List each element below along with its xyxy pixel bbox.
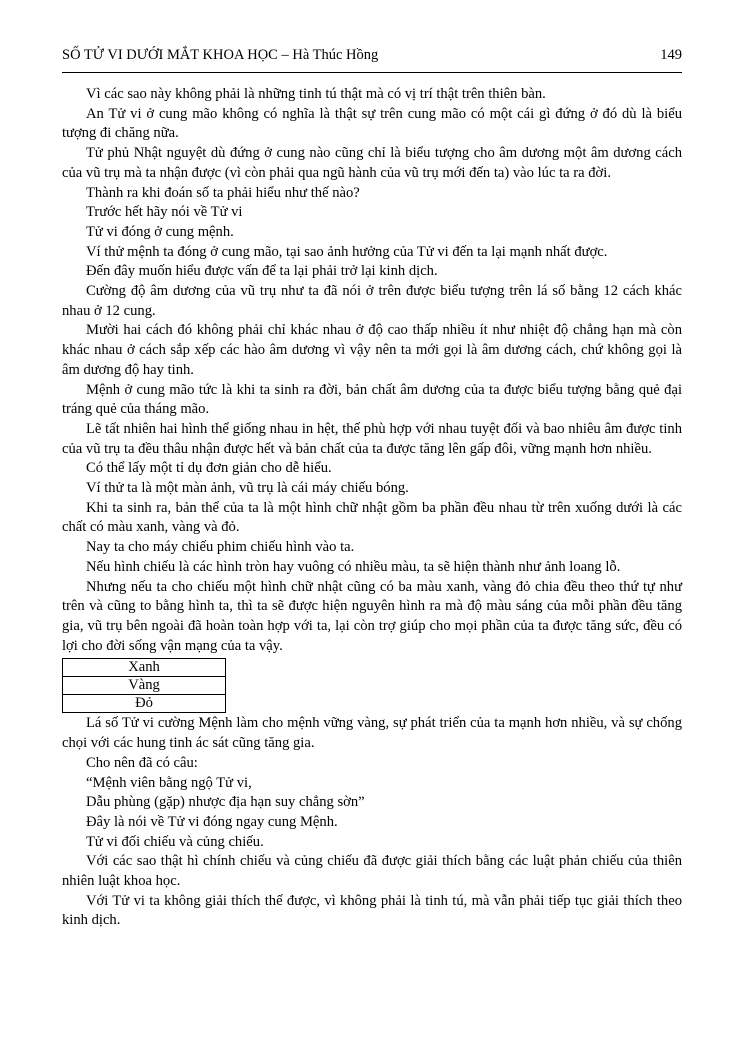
paragraph: Tử vi đối chiếu và củng chiếu. [86,833,264,850]
page-body [62,85,682,931]
page-number: 149 [660,47,682,63]
table-row [63,659,226,677]
color-table [62,658,226,713]
paragraph: Với các sao thật hì chính chiếu và củng chiếu đã được giải thích bằng các luật phản chiếu của thiên nhiên luật khoa học. [62,853,682,890]
poem-line: Dẫu phùng (gặp) nhược địa hạn suy chẳng sờn” [86,794,365,811]
table-row [63,677,226,695]
paragraph: Nhưng nếu ta cho chiếu một hình chữ nhật cũng có ba màu xanh, vàng đỏ chia đều theo thứ tự như trên và cũng to bằng hình ta, thì ta sẽ được hiện nguyên hình ra mà độ màu sáng của mỗi phần đều tăng gia, vũ trụ bên ngoài đã hoàn toàn hợp với ta, lại còn trợ giúp cho mọi phần của ta được tăng sức, đều có lợi cho đời sống vận mạng của ta vậy. [62,578,682,654]
poem-line: “Mệnh viên bằng ngộ Tử vi, [86,774,252,791]
paragraph: Đây là nói về Tử vi đóng ngay cung Mệnh. [86,813,338,830]
paragraph: Có thể lấy một tỉ dụ đơn giản cho dễ hiểu. [86,460,332,477]
table-cell-do: Đỏ [63,695,226,713]
paragraph: Ví thử ta là một màn ảnh, vũ trụ là cái máy chiếu bóng. [86,480,409,497]
paragraph: An Tử vi ở cung mão không có nghĩa là thật sự trên cung mão có một cái gì đứng ở đó dù là biểu tượng đi chăng nữa. [62,105,682,142]
table-row [63,695,226,713]
paragraph: Vì các sao này không phải là những tinh tú thật mà có vị trí thật trên thiên bàn. [86,86,546,102]
paragraph: Tử vi đóng ở cung mệnh. [86,223,234,240]
paragraph: Với Tử vi ta không giải thích thế được, vì không phải là tinh tú, mà vẫn phải tiếp tục giải thích theo kinh dịch. [62,892,682,929]
paragraph: Trước hết hãy nói về Tử vi [86,204,243,221]
paragraph: Tử phủ Nhật nguyệt dù đứng ở cung nào cũng chỉ là biểu tượng cho âm dương một âm dương cách của vũ trụ mà ta nhận được (vì còn phải qua ngũ hành của vũ trụ mới đến ta) vào lúc ta ra đời. [62,145,682,181]
paragraph: Lá số Tử vi cường Mệnh làm cho mệnh vững vàng, sự phát triển của ta mạnh hơn nhiều, và sự chống chọi với các hung tinh ác sát cũng tăng gia. [62,715,682,752]
header-rule [62,72,682,73]
running-title: SỐ TỬ VI DƯỚI MẮT KHOA HỌC – Hà Thúc Hồng [62,47,379,63]
page-header [62,47,682,67]
paragraph: Cường độ âm dương của vũ trụ như ta đã nói ở trên được biểu tượng trên lá số bằng 12 cách khác nhau ở 12 cung. [62,283,682,319]
paragraph: Khi ta sinh ra, bản thể của ta là một hình chữ nhật gồm ba phần đều nhau từ trên xuống dưới là các chất có màu xanh, vàng và đỏ. [62,499,682,536]
paragraph: Ví thử mệnh ta đóng ở cung mão, tại sao ảnh hưởng của Tử vi đến ta lại mạnh nhất được. [86,243,608,260]
table-cell-xanh: Xanh [63,659,226,677]
paragraph: Mười hai cách đó không phải chỉ khác nhau ở độ cao thấp nhiều ít như nhiệt độ chẳng hạn mà còn khác nhau ở cách sắp xếp các hào âm dương vì vậy nên ta mới gọi là âm dương cách, chứ không gọi là âm dương độ hay tinh. [62,322,682,378]
paragraph: Nay ta cho máy chiếu phim chiếu hình vào ta. [86,539,355,556]
paragraph: Nếu hình chiếu là các hình tròn hay vuông có nhiều màu, ta sẽ hiện thành như ảnh loang lỗ. [86,558,621,575]
table-cell-vang: Vàng [63,677,226,695]
paragraph: Mệnh ở cung mão tức là khi ta sinh ra đời, bản chất âm dương của ta được biểu tượng bằng quẻ đại tráng quẻ của tháng mão. [62,381,682,418]
paragraph: Thành ra khi đoán số ta phải hiểu như thế nào? [86,184,360,201]
paragraph: Đến đây muốn hiểu được vấn để ta lại phải trở lại kinh dịch. [86,263,438,280]
paragraph: Lẽ tất nhiên hai hình thể giống nhau in hệt, thế phù hợp với nhau tuyệt đối và bao nhiêu âm được tinh của vũ trụ ta đều thâu nhận được hết và bản chất của ta được tăng lên gấp đôi, vững mạnh hơn nhiều. [62,420,682,457]
paragraph: Cho nên đã có câu: [86,754,198,771]
